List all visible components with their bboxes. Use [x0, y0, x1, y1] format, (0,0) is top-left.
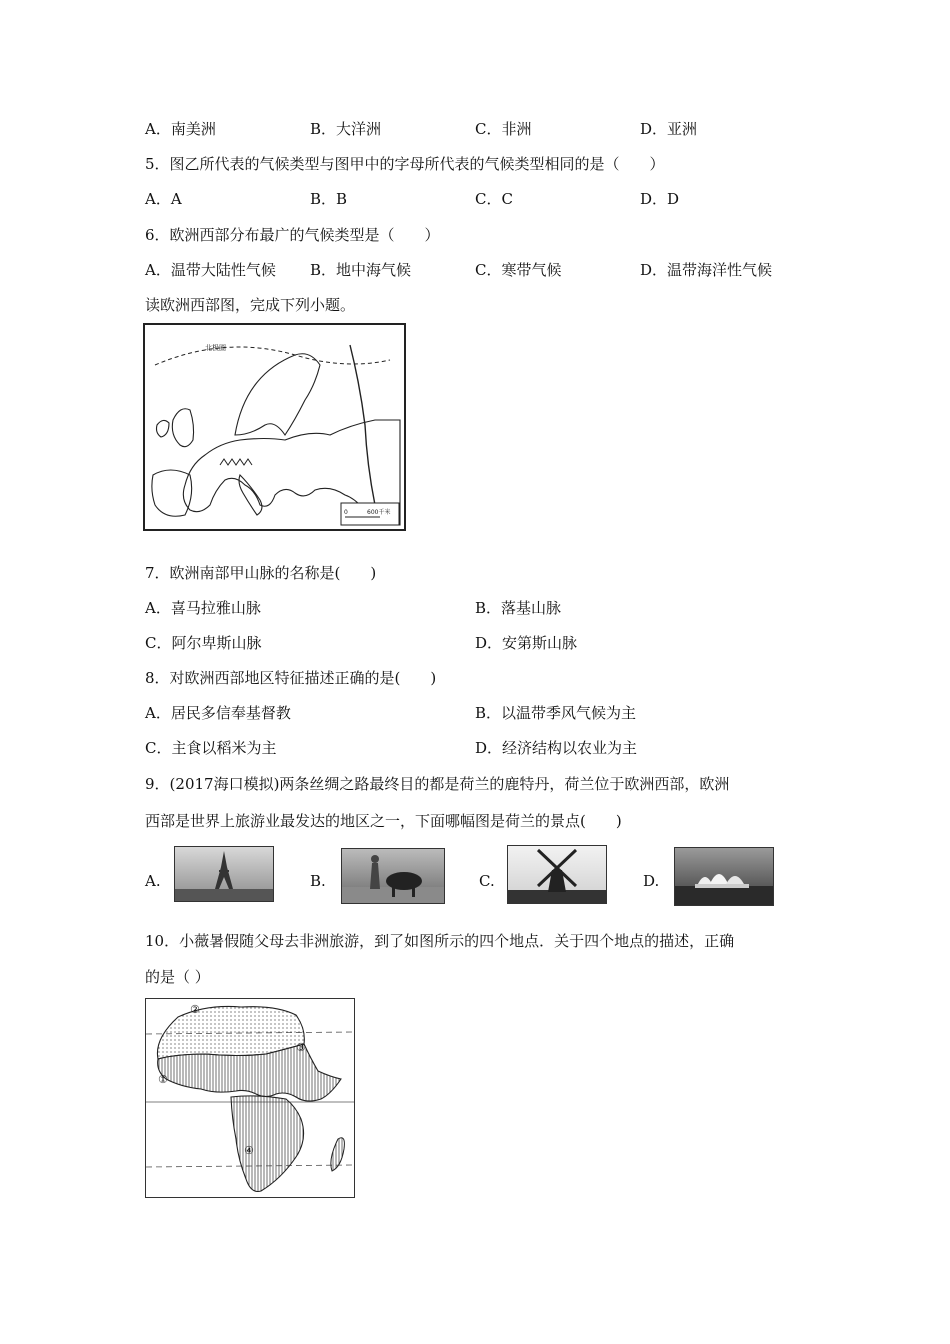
opera-house-icon — [675, 848, 773, 905]
europe-west-map — [143, 323, 406, 531]
q8-option-b[interactable]: B．以温带季风气候为主 — [475, 704, 637, 722]
africa-map-drawing — [146, 999, 354, 1197]
mountain-range-mark — [220, 459, 252, 465]
southern-africa-region — [231, 1096, 304, 1192]
ireland-outline — [157, 420, 170, 437]
q9-photo-opera-house[interactable] — [674, 847, 774, 906]
arctic-circle-label: 北极圈 — [205, 344, 226, 352]
q4-option-a[interactable]: A．南美洲 — [145, 120, 216, 138]
q8-option-c[interactable]: C．主食以稻米为主 — [145, 739, 277, 757]
q9-label-c[interactable]: C. — [479, 872, 495, 890]
q5-option-c[interactable]: C．C — [475, 190, 513, 208]
q9-stem-line2: 西部是世界上旅游业最发达的地区之一，下面哪幅图是荷兰的景点( ) — [145, 812, 622, 830]
q8-option-d[interactable]: D．经济结构以农业为主 — [475, 739, 638, 757]
q6-stem: 6．欧洲西部分布最广的气候类型是（ ） — [145, 226, 440, 244]
italy-outline — [239, 475, 262, 515]
q6-option-d[interactable]: D．温带海洋性气候 — [640, 261, 773, 279]
q5-option-b[interactable]: B．B — [310, 190, 348, 208]
q9-photo-bullfight[interactable] — [341, 848, 445, 904]
marker-1: ① — [158, 1073, 168, 1086]
q10-stem-line2: 的是（ ） — [145, 968, 210, 986]
africa-climate-map — [145, 998, 355, 1198]
iberia-outline — [152, 470, 192, 516]
q6-option-b[interactable]: B．地中海气候 — [310, 261, 412, 279]
marker-3: ③ — [296, 1041, 306, 1054]
scale-label: 600千米 — [367, 509, 391, 516]
scandinavia-outline — [235, 354, 320, 435]
q5-stem: 5．图乙所代表的气候类型与图甲中的字母所代表的气候类型相同的是（ ） — [145, 155, 665, 173]
scale-zero: 0 — [344, 509, 348, 516]
britain-outline — [172, 409, 193, 447]
marker-2: ② — [190, 1003, 200, 1016]
bullfight-icon — [342, 849, 444, 903]
q7-option-d[interactable]: D．安第斯山脉 — [475, 634, 578, 652]
marker-4: ④ — [244, 1144, 254, 1157]
q4-option-d[interactable]: D．亚洲 — [640, 120, 698, 138]
q7-option-a[interactable]: A．喜马拉雅山脉 — [145, 599, 261, 617]
europe-map-drawing — [145, 325, 404, 529]
q9-label-d[interactable]: D. — [643, 872, 660, 890]
q7-stem: 7．欧洲南部甲山脉的名称是( ) — [145, 564, 377, 582]
q9-photo-eiffel-tower[interactable] — [174, 846, 274, 902]
q9-photo-windmill[interactable] — [507, 845, 607, 904]
q9-label-a[interactable]: A. — [145, 872, 161, 890]
q7-option-b[interactable]: B．落基山脉 — [475, 599, 562, 617]
q9-label-b[interactable]: B. — [310, 872, 326, 890]
eiffel-tower-icon — [175, 847, 273, 901]
q9-stem-line1: 9．(2017海口模拟)两条丝绸之路最终目的都是荷兰的鹿特丹，荷兰位于欧洲西部，欧洲 — [145, 775, 730, 793]
q8-stem: 8．对欧洲西部地区特征描述正确的是( ) — [145, 669, 437, 687]
reading-intro: 读欧洲西部图，完成下列小题。 — [145, 296, 356, 314]
q5-option-a[interactable]: A．A — [145, 190, 182, 208]
windmill-icon — [508, 846, 606, 903]
q10-stem-line1: 10．小薇暑假随父母去非洲旅游，到了如图所示的四个地点．关于四个地点的描述，正确 — [145, 932, 735, 950]
q5-option-d[interactable]: D．D — [640, 190, 680, 208]
q4-option-c[interactable]: C．非洲 — [475, 120, 532, 138]
q4-option-b[interactable]: B．大洋洲 — [310, 120, 382, 138]
q7-option-c[interactable]: C．阿尔卑斯山脉 — [145, 634, 262, 652]
q6-option-a[interactable]: A．温带大陆性气候 — [145, 261, 276, 279]
q6-option-c[interactable]: C．寒带气候 — [475, 261, 562, 279]
q8-option-a[interactable]: A．居民多信奉基督教 — [145, 704, 291, 722]
madagascar — [331, 1138, 345, 1171]
